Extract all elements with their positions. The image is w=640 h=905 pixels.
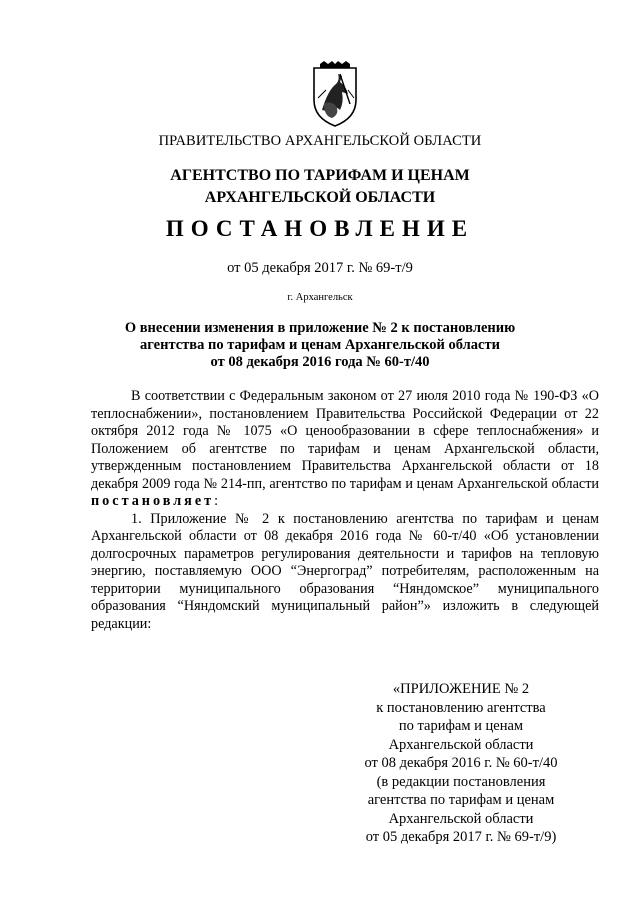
document-date-number: от 05 декабря 2017 г. № 69-т/9 — [227, 260, 413, 276]
appendix-line: по тарифам и ценам — [398, 718, 524, 734]
appendix-line: от 08 декабря 2016 г. № 60-т/40 — [364, 755, 558, 771]
body-paragraph-1-text: В соответствии с Федеральным законом от 27 июля 2010 года № 190-ФЗ «О теплоснабжении», постановлением Правительства Российской Федерации от 22 октября 2012 года № 1075 «О ценообразовании в сфере теплоснабжения» и Положением об агентстве по тарифам и ценам Архангельской области, утвержденным постановлением Правительства Архангельской области от 18 декабря 2009 года № 214-пп, агентство по тарифам и ценам Архангельской области — [91, 388, 599, 492]
agency-title-line-2: АРХАНГЕЛЬСКОЙ ОБЛАСТИ — [204, 189, 436, 206]
body-paragraph-2: 1. Приложение № 2 к постановлению агентства по тарифам и ценам Архангельской области от 08 декабря 2016 года № 60-т/40 «Об установлении долгосрочных параметров регулирования деятельности и тарифов на тепловую энергию, поставляемую ООО “Энергоград” потребителям, расположенным на территории муниципального образования “Няндомское” муниципального образования “Няндомский муниципальный район”» изложить в следующей редакции: — [91, 510, 599, 632]
subject-line-1: О внесении изменения в приложение № 2 к постановлению — [124, 320, 516, 336]
document-type-title: ПОСТАНОВЛЕНИЕ — [165, 216, 475, 241]
appendix-header — [320, 680, 602, 847]
subject-line-3: от 08 декабря 2016 года № 60-т/40 — [210, 354, 430, 370]
appendix-line: «ПРИЛОЖЕНИЕ № 2 — [392, 681, 530, 697]
document-subject — [0, 320, 640, 371]
body-paragraph-1: В соответствии с Федеральным законом от 27 июля 2010 года № 190-ФЗ «О теплоснабжении», постановлением Правительства Российской Федерации от 22 октября 2012 года № 1075 «О ценообразовании в сфере теплоснабжения» и Положением об агентстве по тарифам и ценам Архангельской области, утвержденным постановлением Правительства Архангельской области от 18 декабря 2009 года № 214-пп, агентство по тарифам и ценам Архангельской области постановляет: — [91, 388, 599, 509]
appendix-line: Архангельской области — [388, 810, 534, 827]
subject-line-2: агентства по тарифам и ценам Архангельской области — [140, 337, 500, 353]
document-city: г. Архангельск — [287, 292, 353, 303]
resolves-keyword: постановляет — [91, 493, 215, 509]
government-title: ПРАВИТЕЛЬСТВО АРХАНГЕЛЬСКОЙ ОБЛАСТИ — [158, 133, 482, 149]
appendix-line: агентства по тарифам и ценам — [367, 792, 555, 808]
appendix-line: к постановлению агентства — [376, 699, 546, 716]
agency-title-line-1: АГЕНТСТВО ПО ТАРИФАМ И ЦЕНАМ — [170, 167, 470, 184]
appendix-line: Архангельской области — [388, 736, 534, 753]
agency-title — [0, 165, 640, 209]
coat-of-arms-icon — [310, 60, 360, 128]
document-body — [91, 388, 599, 633]
appendix-line: от 05 декабря 2017 г. № 69-т/9) — [365, 829, 557, 845]
appendix-line: (в редакции постановления — [376, 773, 546, 790]
